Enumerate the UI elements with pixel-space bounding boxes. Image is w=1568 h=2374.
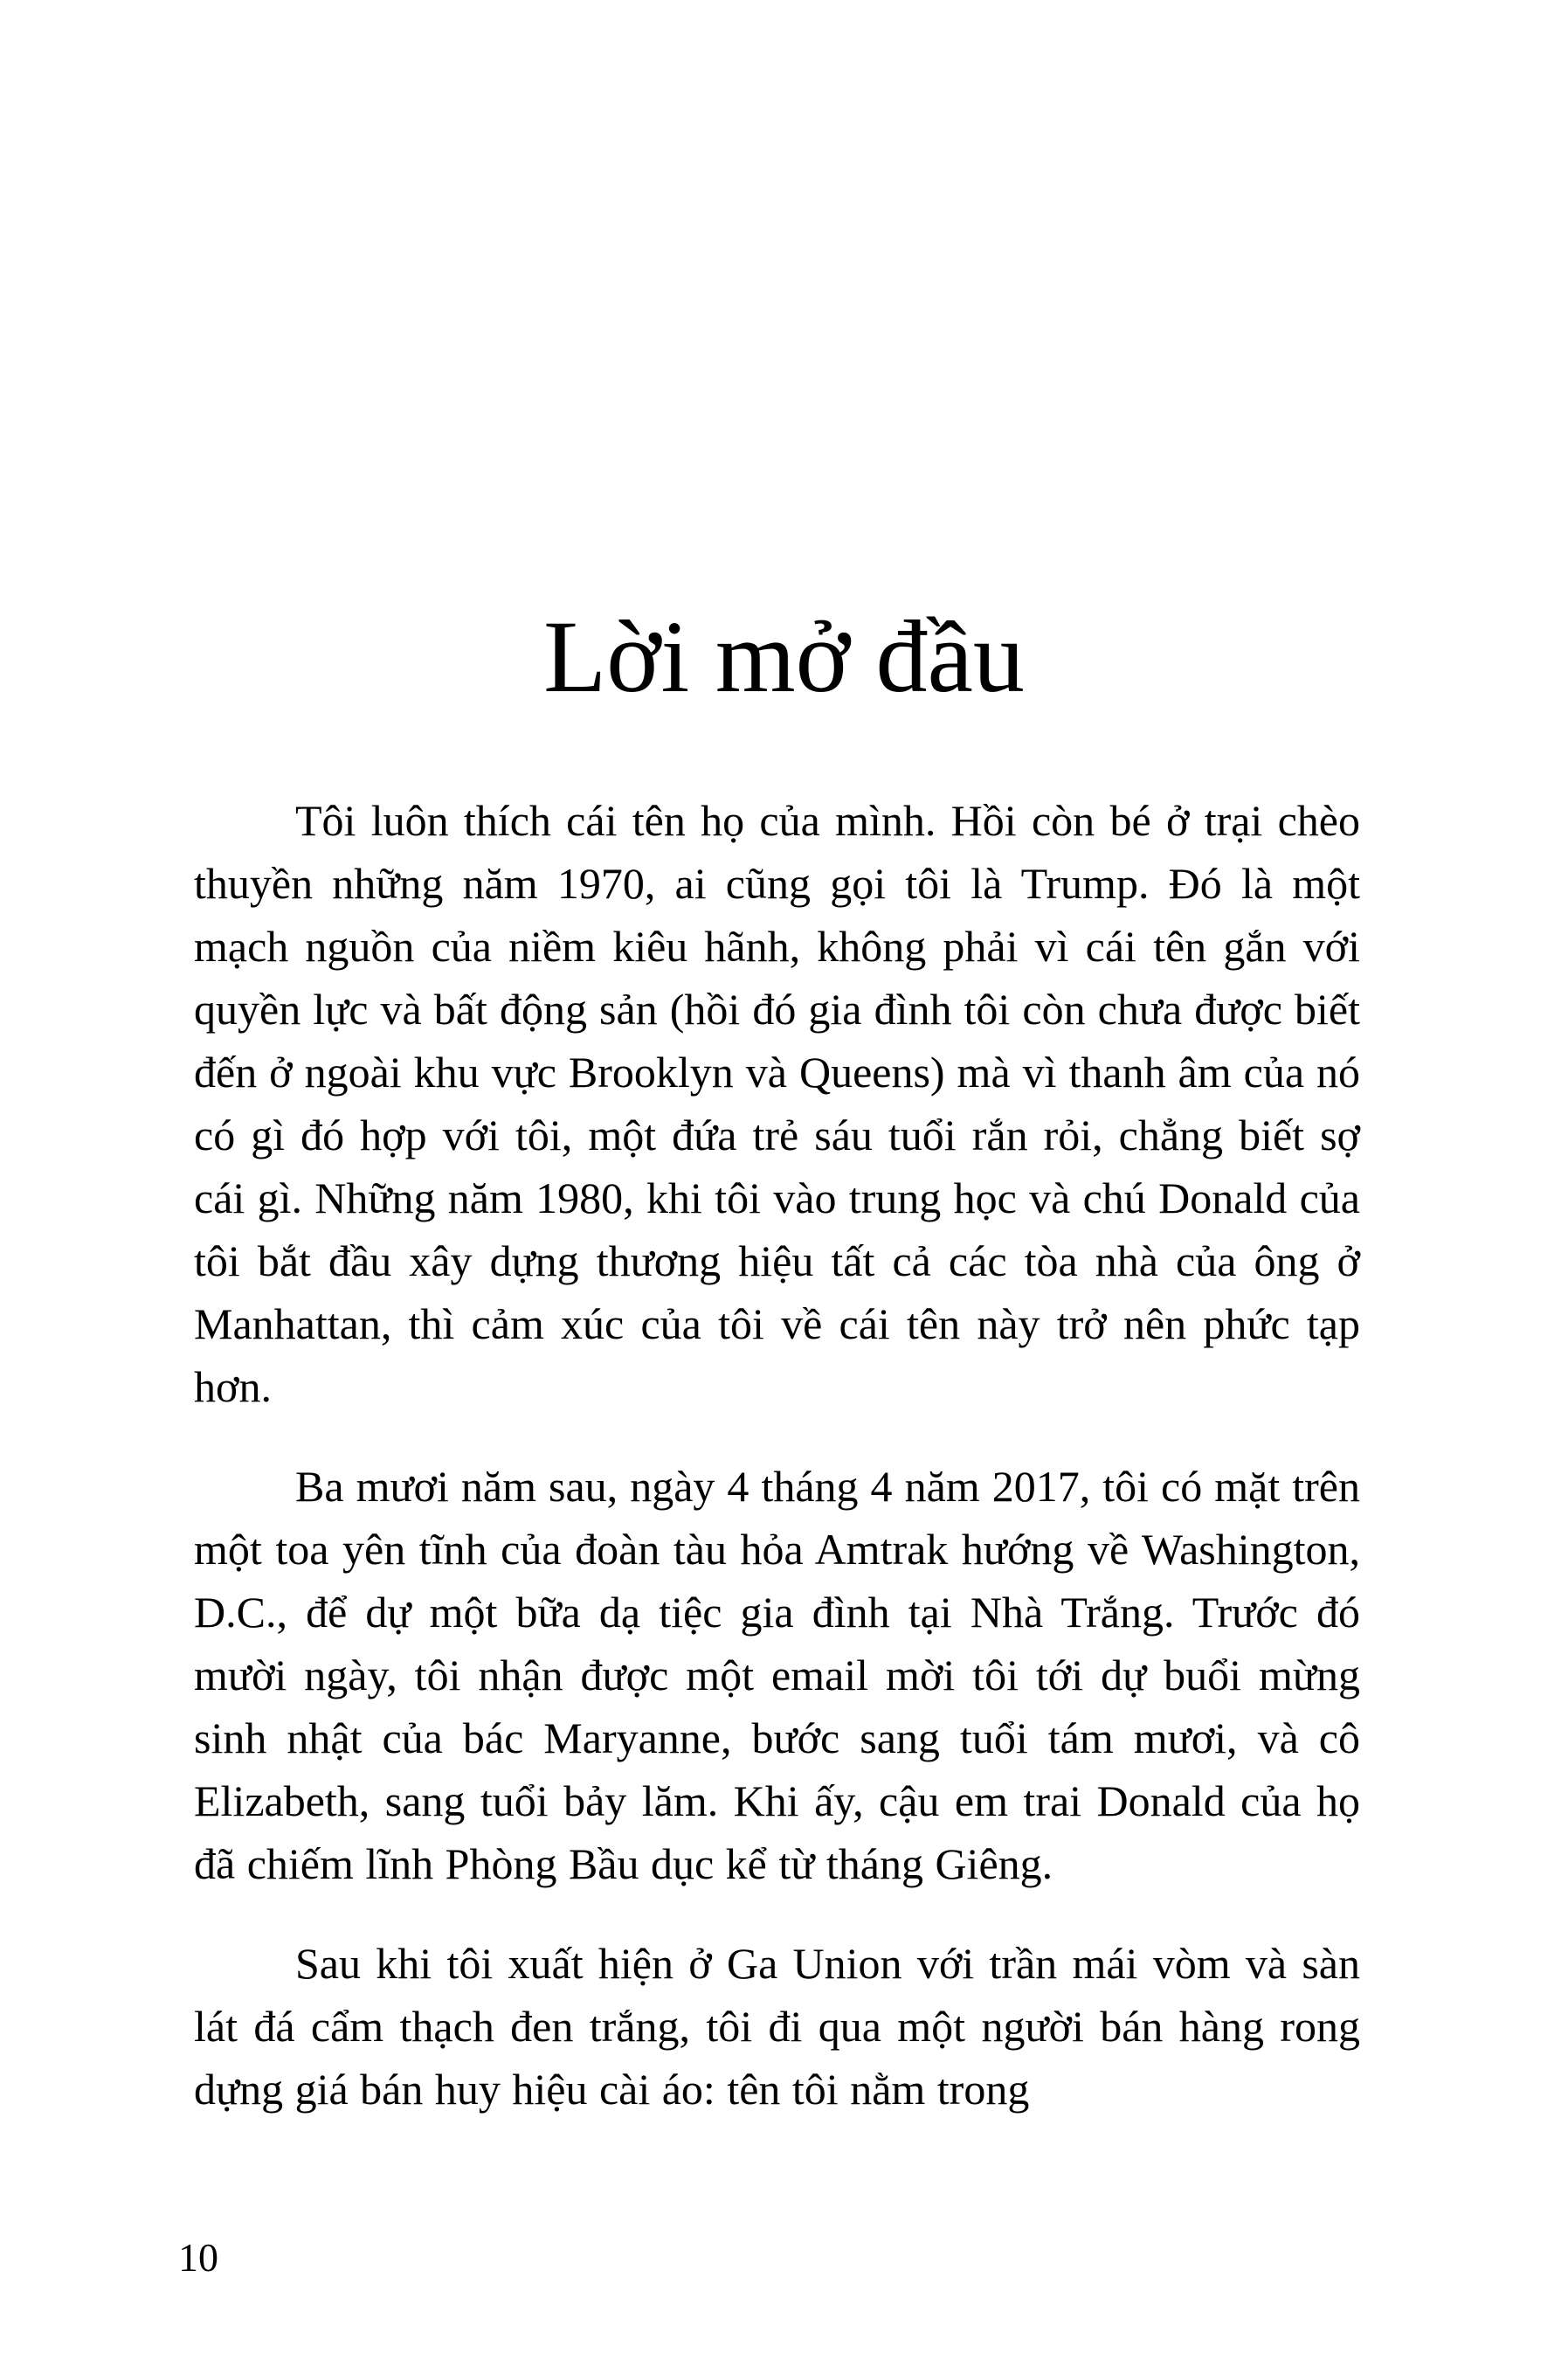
paragraph-1: Tôi luôn thích cái tên họ của mình. Hồi còn bé ở trại chèo thuyền những năm 1970, ai cũng gọi tôi là Trump. Đó là một mạch nguồn của niềm kiêu hãnh, không phải vì cái tên gắn với quyền lực và bất động sản (hồi đó gia đình tôi còn chưa được biết đến ở ngoài khu vực Brooklyn và Queens) mà vì thanh âm của nó có gì đó hợp với tôi, một đứa trẻ sáu tuổi rắn rỏi, chẳng biết sợ cái gì. Những năm 1980, khi tôi vào trung học và chú Donald của tôi bắt đầu xây dựng thương hiệu tất cả các tòa nhà của ông ở Manhattan, thì cảm xúc của tôi về cái tên này trở nên phức tạp hơn. [194, 796, 1360, 1411]
page-number: 10 [178, 2235, 218, 2280]
paragraph-3: Sau khi tôi xuất hiện ở Ga Union với trần mái vòm và sàn lát đá cẩm thạch đen trắng, tôi đi qua một người bán hàng rong dựng giá bán huy hiệu cài áo: tên tôi nằm trong [194, 1939, 1360, 2114]
paragraph-2: Ba mươi năm sau, ngày 4 tháng 4 năm 2017, tôi có mặt trên một toa yên tĩnh của đoàn tàu hỏa Amtrak hướng về Washington, D.C., để dự một bữa dạ tiệc gia đình tại Nhà Trắng. Trước đó mười ngày, tôi nhận được một email mời tôi tới dự buổi mừng sinh nhật của bác Maryanne, bước sang tuổi tám mươi, và cô Elizabeth, sang tuổi bảy lăm. Khi ấy, cậu em trai Donald của họ đã chiếm lĩnh Phòng Bầu dục kể từ tháng Giêng. [194, 1462, 1360, 1888]
body-text [194, 789, 1360, 2121]
chapter-title: Lời mở đầu [543, 599, 1025, 714]
